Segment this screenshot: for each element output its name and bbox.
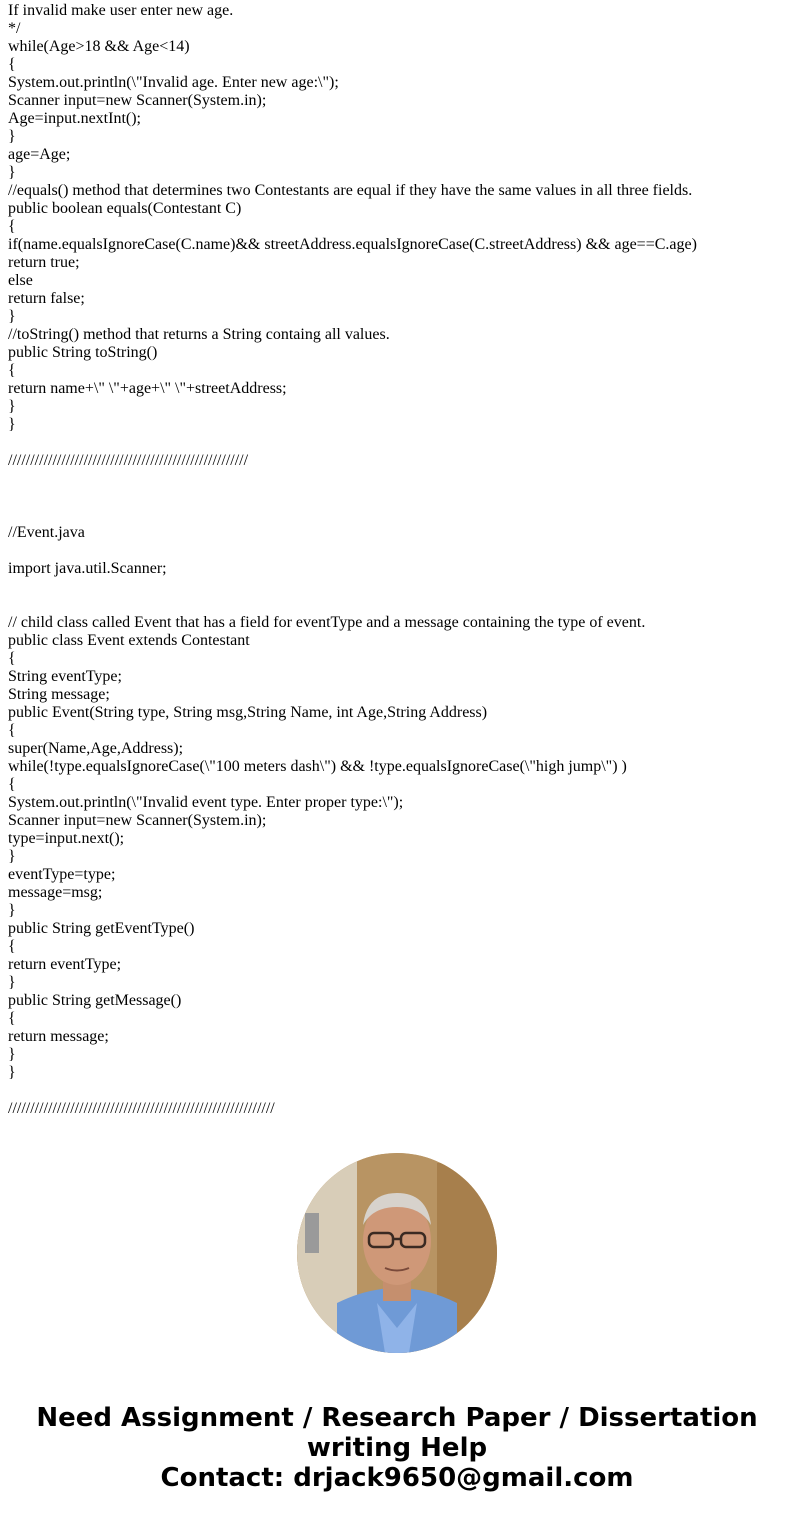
code-line: public String getEventType() [8, 920, 195, 937]
code-line: If invalid make user enter new age. [8, 2, 234, 19]
code-line: while(Age>18 && Age<14) [8, 38, 190, 55]
code-line: return eventType; [8, 956, 122, 973]
code-line: return false; [8, 290, 85, 307]
code-line: } [8, 128, 16, 145]
code-line: //toString() method that returns a String containg all values. [8, 326, 390, 343]
code-line: } [8, 416, 16, 433]
code-line: String eventType; [8, 668, 122, 685]
code-line: return true; [8, 254, 80, 271]
code-line: } [8, 398, 16, 415]
code-line: { [8, 650, 16, 667]
code-line: //Event.java [8, 524, 85, 541]
code-line: return name+\" \"+age+\" \"+streetAddress; [8, 380, 287, 397]
code-line: public String toString() [8, 344, 158, 361]
cta-line-1: Need Assignment / Research Paper / Dissertation [36, 1403, 758, 1433]
code-line: return message; [8, 1028, 109, 1045]
code-line: else [8, 272, 33, 289]
code-line [8, 578, 788, 596]
code-line: type=input.next(); [8, 830, 125, 847]
code-line: System.out.println(\"Invalid age. Enter new age:\"); [8, 74, 339, 91]
code-line: public Event(String type, String msg,String Name, int Age,String Address) [8, 704, 488, 721]
code-line: if(name.equalsIgnoreCase(C.name)&& streetAddress.equalsIgnoreCase(C.streetAddress) && age==C.age) [8, 236, 697, 253]
code-line: } [8, 1046, 16, 1063]
code-line: } [8, 1064, 16, 1081]
code-line: { [8, 1010, 16, 1027]
code-line: while(!type.equalsIgnoreCase(\"100 meters dash\") && !type.equalsIgnoreCase(\"high jump\") ) [8, 758, 627, 775]
code-line: ////////////////////////////////////////////////////// [8, 452, 249, 469]
cta-line-2: writing Help [306, 1433, 488, 1463]
code-line: super(Name,Age,Address); [8, 740, 184, 757]
code-line [8, 470, 788, 488]
code-line: public boolean equals(Contestant C) [8, 200, 242, 217]
code-line: System.out.println(\"Invalid event type. Enter proper type:\"); [8, 794, 404, 811]
code-line: } [8, 974, 16, 991]
code-line: */ [8, 20, 21, 37]
code-line: age=Age; [8, 146, 71, 163]
code-line: } [8, 308, 16, 325]
code-line: Scanner input=new Scanner(System.in); [8, 812, 267, 829]
code-line [8, 488, 788, 506]
code-line [8, 1082, 788, 1100]
code-line: { [8, 938, 16, 955]
code-line: Scanner input=new Scanner(System.in); [8, 92, 267, 109]
code-line [8, 506, 788, 524]
author-avatar [297, 1153, 497, 1353]
code-line: } [8, 902, 16, 919]
code-line: eventType=type; [8, 866, 116, 883]
code-line: message=msg; [8, 884, 103, 901]
code-line: String message; [8, 686, 110, 703]
code-line: //////////////////////////////////////////////////////////// [8, 1100, 275, 1117]
code-line: // child class called Event that has a field for eventType and a message containing the type of event. [8, 614, 646, 631]
person-photo-icon [297, 1153, 497, 1353]
code-line: { [8, 56, 16, 73]
code-line: } [8, 164, 16, 181]
cta-line-3: Contact: drjack9650@gmail.com [160, 1463, 634, 1493]
code-line [8, 434, 788, 452]
code-line: { [8, 362, 16, 379]
code-line [8, 542, 788, 560]
contact-banner [0, 1403, 794, 1493]
code-line: public String getMessage() [8, 992, 182, 1009]
code-line: { [8, 776, 16, 793]
code-line: public class Event extends Contestant [8, 632, 250, 649]
code-line: Age=input.nextInt(); [8, 110, 141, 127]
code-line: { [8, 722, 16, 739]
code-line: import java.util.Scanner; [8, 560, 167, 577]
code-line: { [8, 218, 16, 235]
code-block [8, 2, 788, 1118]
code-line [8, 596, 788, 614]
code-line: } [8, 848, 16, 865]
code-line: //equals() method that determines two Contestants are equal if they have the same values in all three fields. [8, 182, 693, 199]
